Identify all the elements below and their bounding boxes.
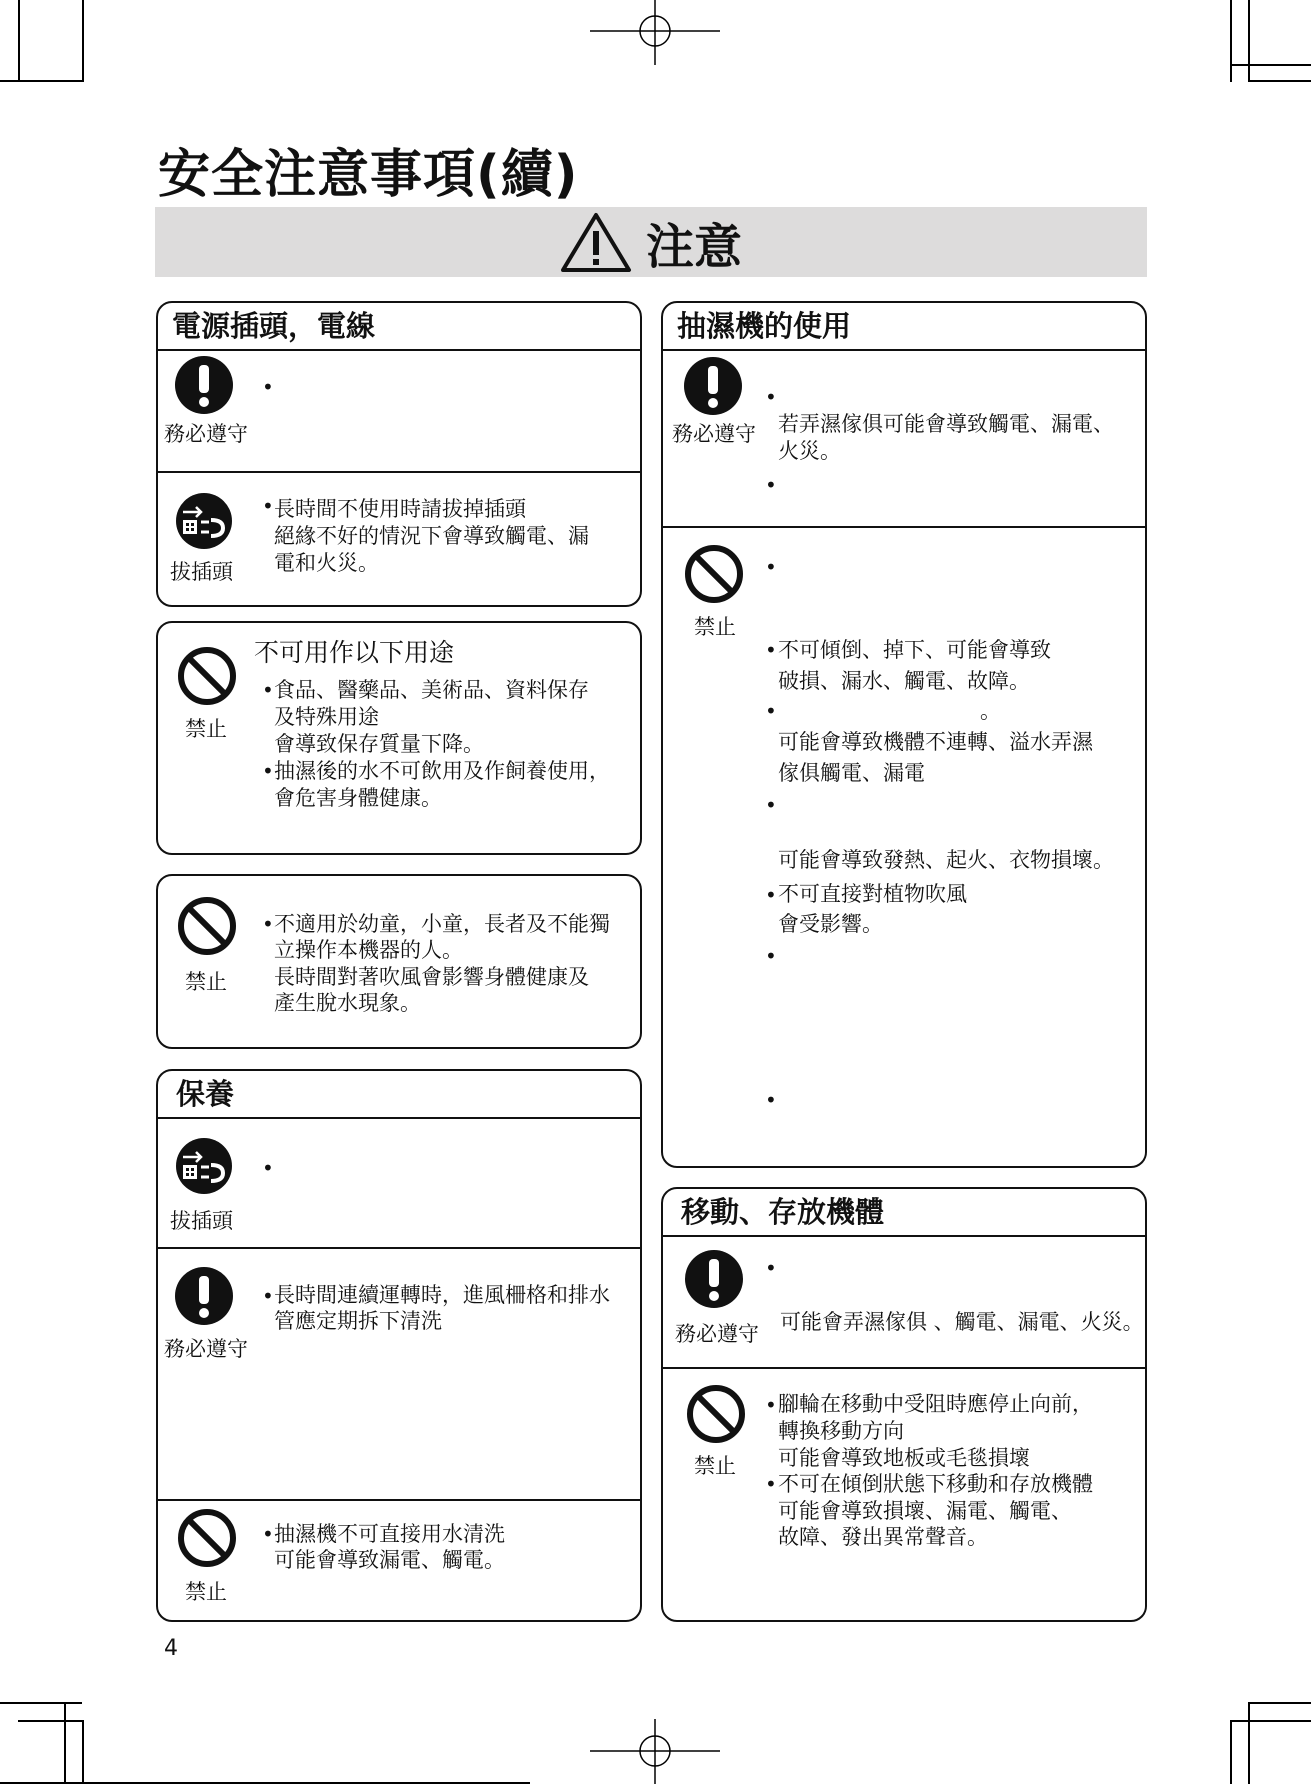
crop-mark <box>1248 0 1250 82</box>
care-prohibit-line: 可能會導致漏電、觸電。 <box>274 1548 505 1572</box>
registration-mark-bottom <box>590 1719 720 1784</box>
bullet: • <box>765 473 777 497</box>
usage-prohibit-line: 可能會導致發熱、起火、衣物損壞。 <box>778 848 1114 872</box>
crop-mark <box>18 0 20 80</box>
bullet: • <box>765 883 777 907</box>
move-prohibit-line: 可能會導致損壞、漏電、觸電、 <box>778 1499 1072 1523</box>
bullet: • <box>262 1522 274 1546</box>
prohibit-label: 禁止 <box>694 615 736 639</box>
must-label: 務必遵守 <box>672 422 756 446</box>
exclamation-icon <box>174 355 234 415</box>
warning-triangle-icon <box>560 211 632 273</box>
bullet: • <box>765 1088 777 1112</box>
bullet: • <box>765 1256 777 1280</box>
care-must-line: 長時間連續運轉時，進風柵格和排水 <box>274 1283 610 1307</box>
divider <box>663 1367 1145 1369</box>
usage-header: 抽濕機的使用 <box>663 303 1145 351</box>
unplug-text-line: 電和火災。 <box>274 551 379 575</box>
bullet: • <box>262 1156 274 1180</box>
crop-mark <box>82 0 84 82</box>
caution-banner-text: 注意 <box>645 218 742 275</box>
prohibit-icon <box>177 896 237 956</box>
divider <box>158 1499 640 1501</box>
prohibited-uses-heading: 不可用作以下用途 <box>254 638 455 667</box>
crop-mark <box>18 80 82 82</box>
unplug-text-line: 長時間不使用時請拔掉插頭 <box>274 497 526 521</box>
prohibit-label: 禁止 <box>694 1454 736 1478</box>
prohibit-icon <box>684 544 744 604</box>
move-prohibit-line: 腳輪在移動中受阻時應停止向前， <box>778 1392 1093 1416</box>
users-text-line: 長時間對著吹風會影響身體健康及 <box>274 965 589 989</box>
usage-prohibit-line: 破損、漏水、觸電、故障。 <box>778 669 1030 693</box>
care-prohibit-line: 抽濕機不可直接用水清洗 <box>274 1522 505 1546</box>
bullet: • <box>262 1284 274 1308</box>
exclamation-icon <box>683 356 743 416</box>
prohibit-icon <box>686 1384 746 1444</box>
bullet: • <box>765 385 777 409</box>
prohibit-icon <box>177 646 237 706</box>
bullet: • <box>262 759 274 783</box>
bullet: • <box>765 944 777 968</box>
divider <box>663 526 1145 528</box>
unplug-text-line: 絕緣不好的情況下會導致觸電、漏 <box>274 524 589 548</box>
usage-prohibit-line: 會受影響。 <box>778 912 883 936</box>
prohibited-uses-line: 會導致保存質量下降。 <box>274 732 484 756</box>
power-plug-header: 電源插頭，電線 <box>158 303 640 351</box>
crop-mark <box>82 1720 84 1784</box>
registration-mark-top <box>590 0 720 65</box>
crop-mark <box>1248 80 1311 82</box>
bullet: • <box>765 699 777 723</box>
bullet: • <box>765 1393 777 1417</box>
unplug-icon <box>175 492 233 550</box>
usage-must-line: 火災。 <box>778 439 841 463</box>
divider <box>158 471 640 473</box>
crop-mark <box>64 1702 66 1784</box>
unplug-label: 拔插頭 <box>170 1209 233 1233</box>
usage-must-line: 若弄濕傢俱可能會導致觸電、漏電、 <box>778 412 1114 436</box>
users-text-line: 不適用於幼童，小童，長者及不能獨 <box>274 912 610 936</box>
usage-prohibit-line: 不可直接對植物吹風 <box>778 882 967 906</box>
prohibit-label: 禁止 <box>185 717 227 741</box>
must-label: 務必遵守 <box>164 1337 248 1361</box>
move-prohibit-line: 轉換移動方向 <box>778 1419 904 1443</box>
crop-mark <box>1230 64 1311 66</box>
move-prohibit-line: 可能會導致地板或毛毯損壞 <box>778 1446 1030 1470</box>
crop-mark <box>1248 1702 1250 1784</box>
bullet: • <box>765 638 777 662</box>
crop-mark <box>1230 0 1232 82</box>
crop-mark <box>1248 1702 1311 1704</box>
divider <box>158 1247 640 1249</box>
unplug-label: 拔插頭 <box>170 560 233 584</box>
must-label: 務必遵守 <box>164 422 248 446</box>
usage-prohibit-line: 傢俱觸電、漏電 <box>778 761 925 785</box>
prohibited-uses-line: 會危害身體健康。 <box>274 786 442 810</box>
prohibit-label: 禁止 <box>185 1580 227 1604</box>
care-header: 保養 <box>158 1071 640 1119</box>
page-title: 安全注意事項(續) <box>158 145 579 205</box>
bullet: • <box>765 555 777 579</box>
usage-prohibit-line: 。 <box>980 699 1001 723</box>
crop-mark <box>1230 1720 1311 1722</box>
prohibit-icon <box>177 1508 237 1568</box>
unplug-icon <box>175 1137 233 1195</box>
bullet: • <box>262 375 274 399</box>
usage-prohibit-line: 可能會導致機體不連轉、溢水弄濕 <box>778 730 1093 754</box>
usage-prohibit-line: 不可傾倒、掉下、可能會導致 <box>778 638 1051 662</box>
bullet: • <box>765 793 777 817</box>
prohibited-uses-line: 抽濕後的水不可飲用及作飼養使用， <box>274 759 610 783</box>
care-must-line: 管應定期拆下清洗 <box>274 1309 442 1333</box>
caution-banner <box>155 207 1147 277</box>
bullet: • <box>262 912 274 936</box>
move-must-line: 可能會弄濕傢俱 、觸電、漏電、火災。 <box>780 1310 1144 1334</box>
crop-mark <box>18 1720 82 1722</box>
bullet: • <box>262 678 274 702</box>
bullet: • <box>262 494 274 518</box>
move-prohibit-line: 不可在傾倒狀態下移動和存放機體 <box>778 1472 1093 1496</box>
crop-mark <box>1230 1720 1232 1784</box>
crop-mark <box>0 1702 82 1704</box>
prohibit-label: 禁止 <box>185 970 227 994</box>
must-label: 務必遵守 <box>675 1322 759 1346</box>
move-prohibit-line: 故障、發出異常聲音。 <box>778 1525 988 1549</box>
users-text-line: 立操作本機器的人。 <box>274 938 463 962</box>
bullet: • <box>765 1472 777 1496</box>
exclamation-icon <box>174 1266 234 1326</box>
exclamation-icon <box>684 1249 744 1309</box>
move-store-header: 移動、存放機體 <box>663 1189 1145 1237</box>
page-number: 4 <box>164 1636 178 1661</box>
crop-mark <box>0 1782 530 1784</box>
users-text-line: 產生脫水現象。 <box>274 991 421 1015</box>
prohibited-uses-line: 及特殊用途 <box>274 705 379 729</box>
prohibited-uses-line: 食品、醫藥品、美術品、資料保存 <box>274 678 589 702</box>
